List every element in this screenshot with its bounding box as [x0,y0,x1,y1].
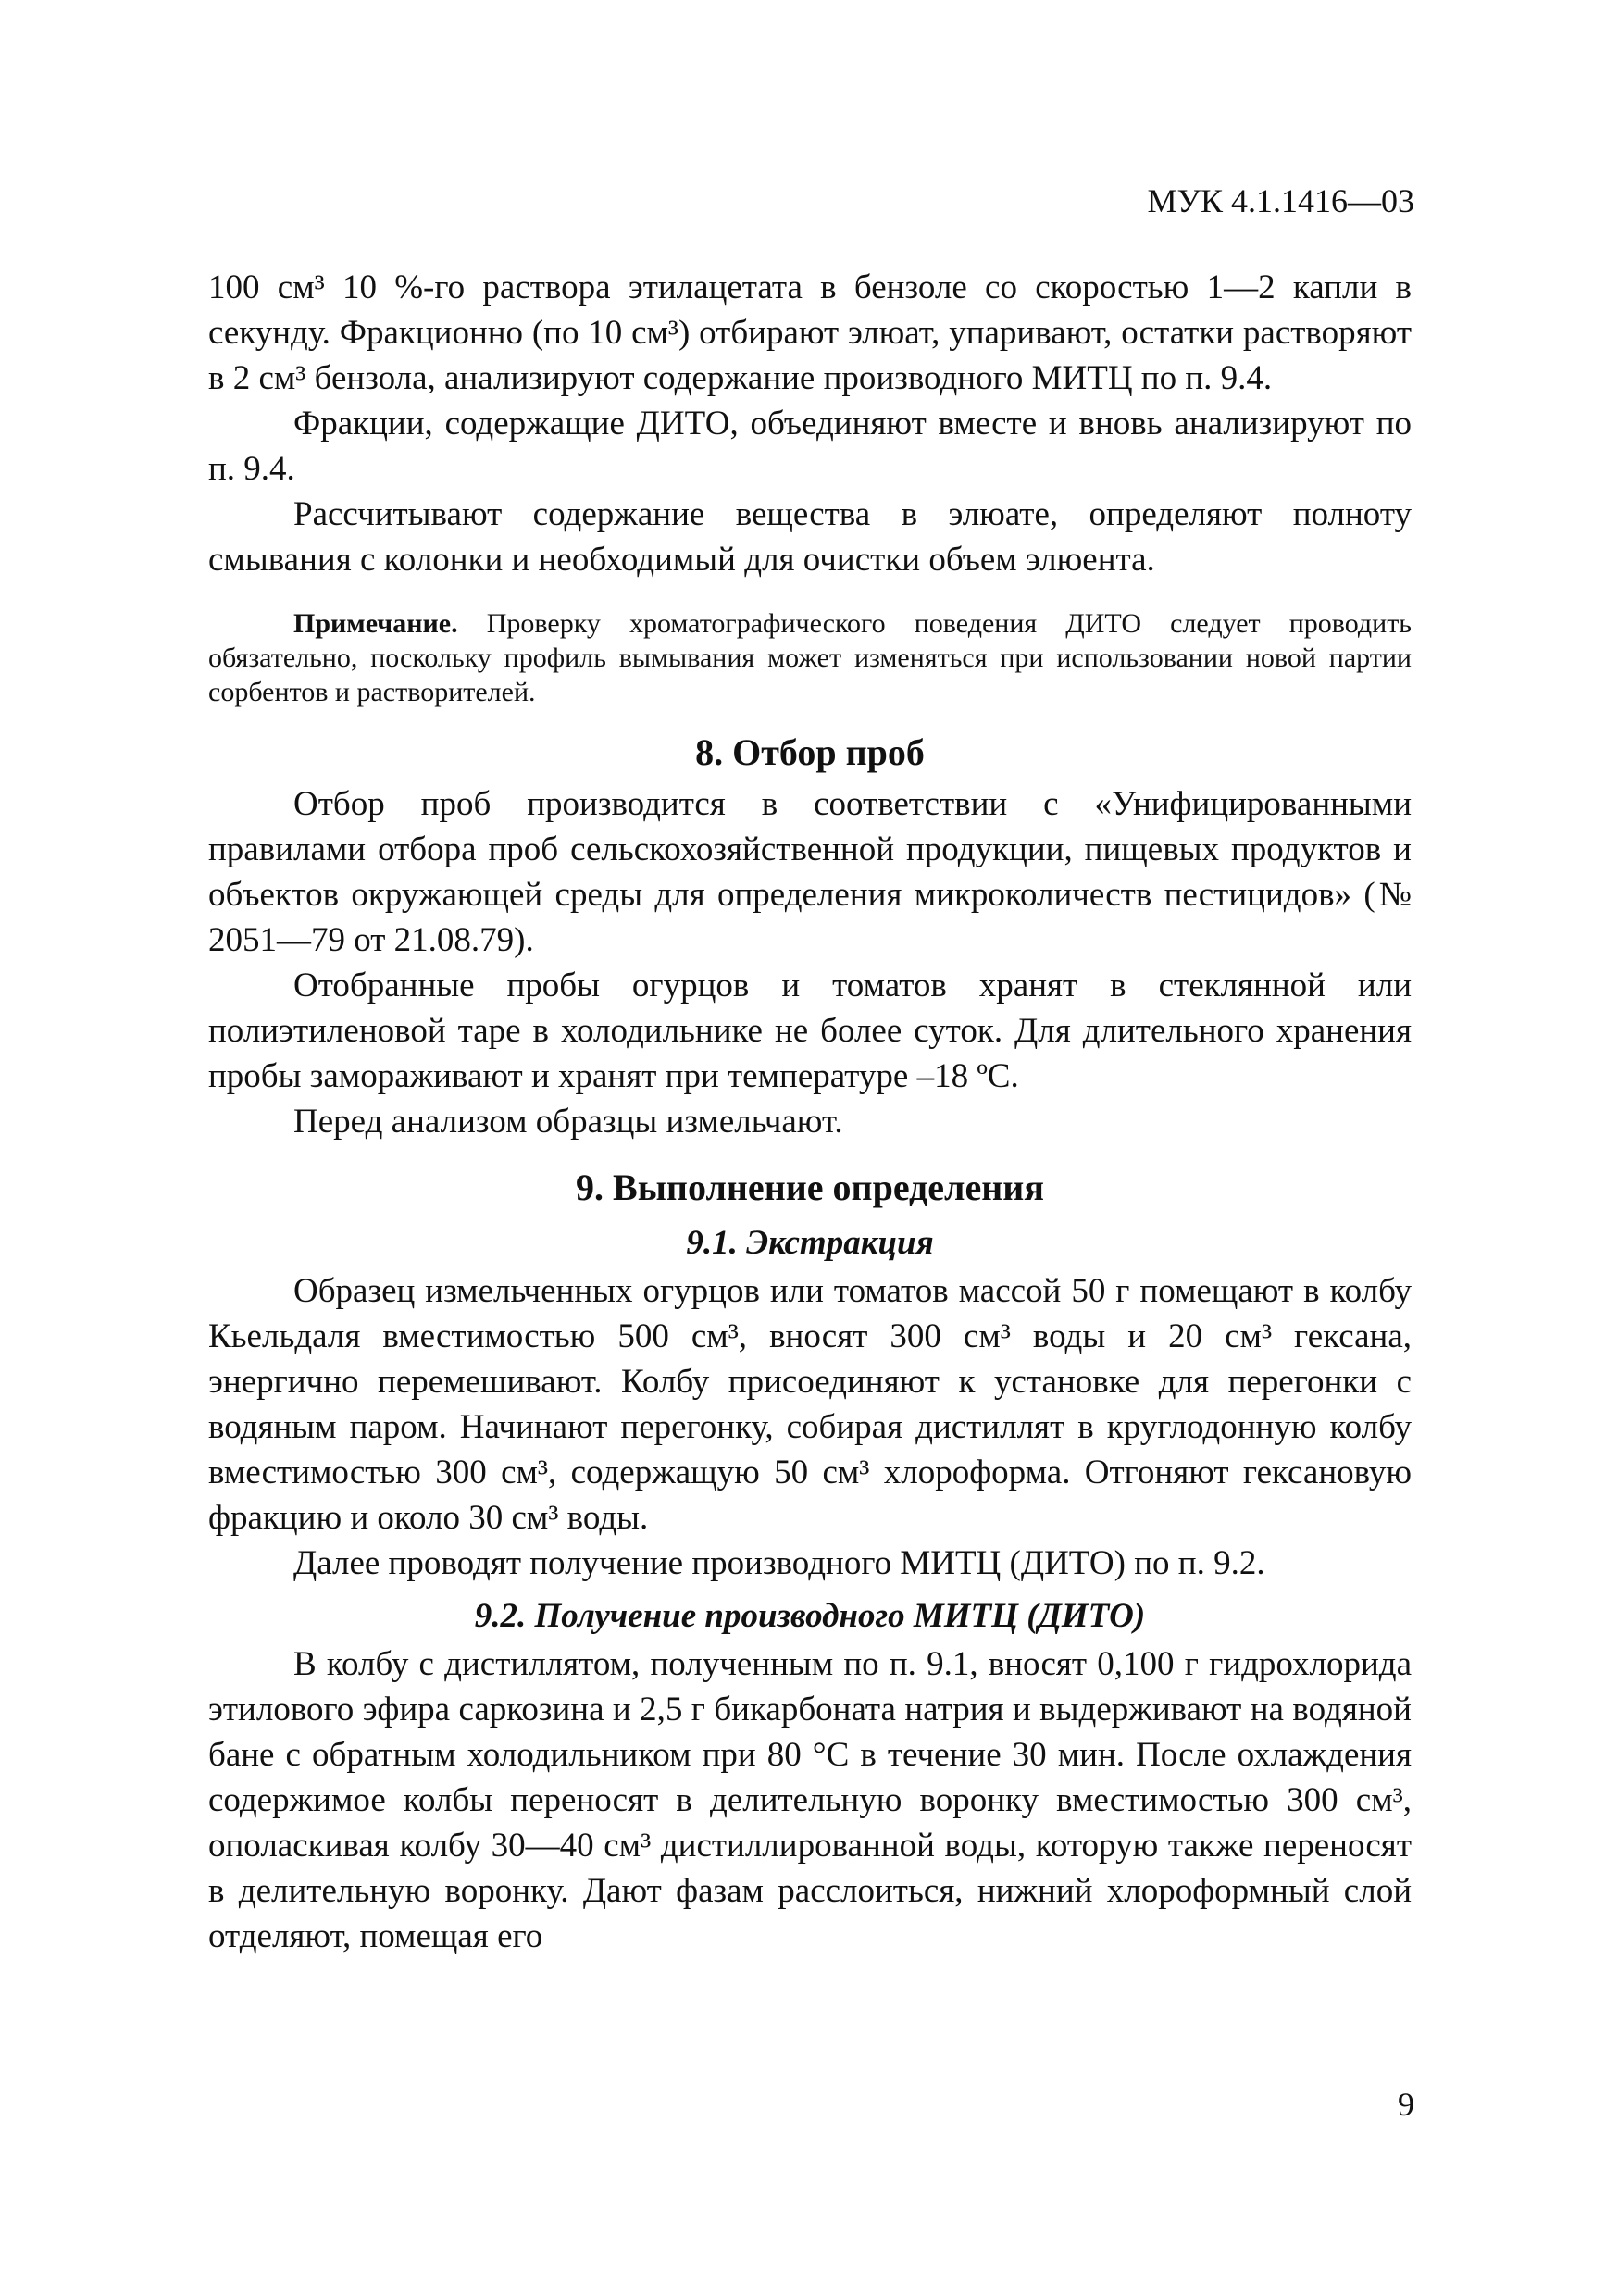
paragraph-sampling-rules: Отбор проб производится в соответствии с «Унифицированными правилами отбора проб сельскохозяйственной продукции, пищевых продуктов и объектов окружающей среды для определения микроколичеств пестицидов» (№ 2051—79 от 21.08.79). [208,785,1412,959]
subsection-9-2-title: 9.2. Получение производного МИТЦ (ДИТО) [474,1597,1146,1635]
section-8-title: 8. Отбор проб [695,731,925,773]
paragraph-calculation: Рассчитывают содержание вещества в элюате, определяют полноту смывания с колонки и необходимый для очистки объем элюента. [208,495,1412,579]
paragraph-derivative-reference: Далее проводят получение производного МИТЦ (ДИТО) по п. 9.2. [293,1544,1265,1582]
paragraph-derivative-preparation: В колбу с дистиллятом, полученным по п. 9.1, вносят 0,100 г гидрохлорида этилового эфира саркозина и 2,5 г бикарбоната натрия и выдерживают на водяной бане с обратным холодильником при 80 °С в течение 30 мин. После охлаждения содержимое колбы переносят в делительную воронку вместимостью 300 см³, ополаскивая колбу 30—40 см³ дистиллированной воды, которую также переносят в делительную воронку. Дают фазам расслоиться, нижний хлороформный слой отделяют, помещая его [208,1645,1412,1955]
note-text: Проверку хроматографического поведения ДИТО следует проводить обязательно, поскольку профиль вымывания может изменяться при использовании новой партии сорбентов и растворителей. [208,608,1412,707]
page-number: 9 [1398,2086,1414,2123]
note [208,606,1412,709]
paragraph-extraction: Образец измельченных огурцов или томатов массой 50 г помещают в колбу Кьельдаля вместимостью 500 см³, вносят 300 см³ воды и 20 см³ гексана, энергично перемешивают. Колбу присоединяют к установке для перегонки с водяным паром. Начинают перегонку, собирая дистиллят в круглодонную колбу вместимостью 300 см³, содержащую 50 см³ хлороформа. Отгоняют гексановую фракцию и около 30 см³ воды. [208,1272,1412,1537]
paragraph-eluent-collection: 100 см³ 10 %-го раствора этилацетата в бензоле со скоростью 1—2 капли в секунду. Фракционно (по 10 см³) отбирают элюат, упаривают, остатки растворяют в 2 см³ бензола, анализируют содержание производного МИТЦ по п. 9.4. [208,268,1412,397]
paragraph-grinding: Перед анализом образцы измельчают. [293,1103,843,1141]
document-code-header: МУК 4.1.1416—03 [1147,182,1414,219]
paragraph-dito-fractions: Фракции, содержащие ДИТО, объединяют вместе и вновь анализируют по п. 9.4. [208,405,1412,488]
section-9-title: 9. Выполнение определения [576,1167,1044,1208]
note-label: Примечание. [293,608,458,639]
document-body [208,265,1412,1959]
paragraph-sample-storage: Отобранные пробы огурцов и томатов хранят в стеклянной или полиэтиленовой таре в холодильнике не более суток. Для длительного хранения пробы замораживают и хранят при температуре –18 ºС. [208,967,1412,1095]
subsection-9-1-title: 9.1. Экстракция [686,1224,934,1262]
